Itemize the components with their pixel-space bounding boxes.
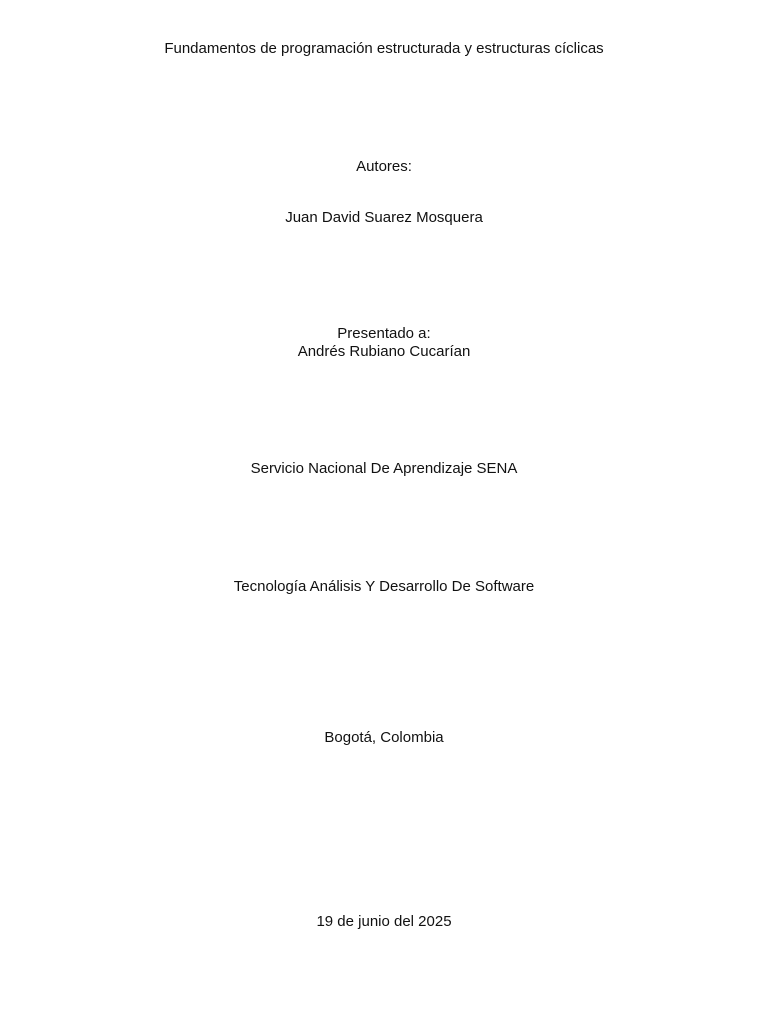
authors-label: Autores: [356, 158, 412, 175]
presented-to-label: Presentado a: [337, 325, 431, 342]
location-text: Bogotá, Colombia [324, 729, 444, 746]
document-title: Fundamentos de programación estructurada y estructuras cíclicas [164, 40, 604, 57]
institution-name: Servicio Nacional De Aprendizaje SENA [250, 460, 518, 477]
advisor-name: Andrés Rubiano Cucarían [297, 343, 471, 360]
program-name: Tecnología Análisis Y Desarrollo De Software [233, 578, 535, 595]
author-name: Juan David Suarez Mosquera [285, 209, 483, 226]
document-date: 19 de junio del 2025 [316, 913, 452, 930]
